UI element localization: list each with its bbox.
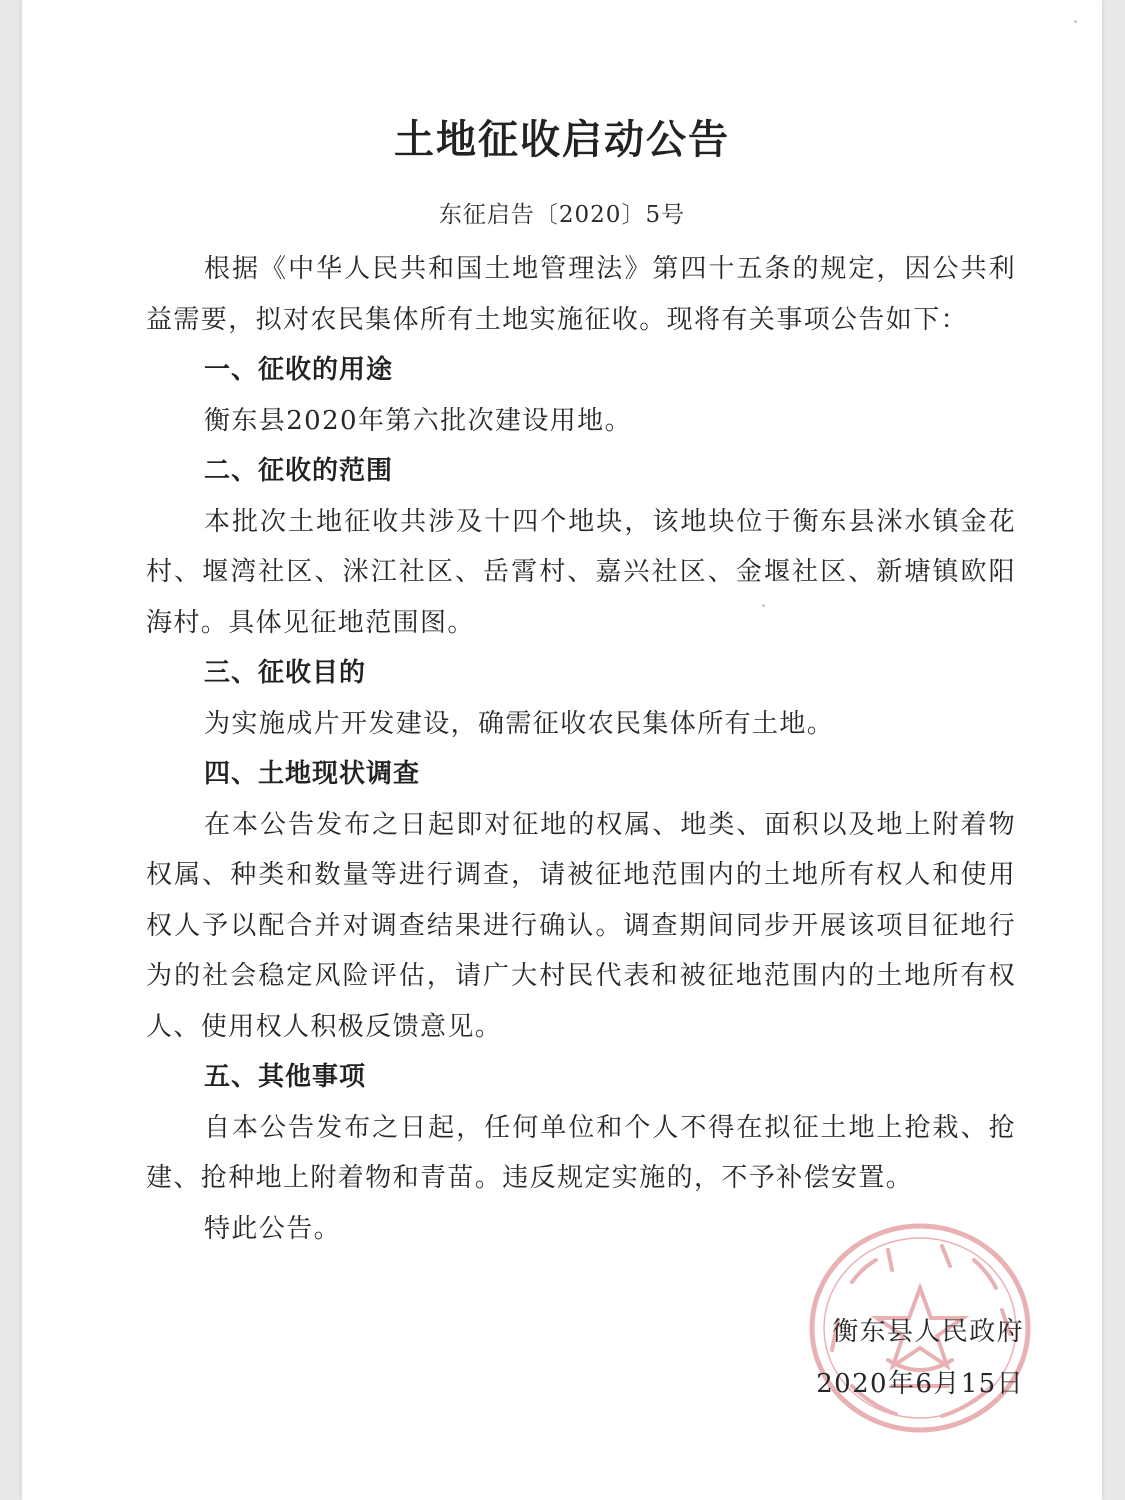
issue-date: 2020年6月15日 <box>816 1369 1024 1399</box>
scan-speck <box>762 604 765 607</box>
issuer-name: 衡东县人民政府 <box>832 1317 1024 1347</box>
closing-line: 特此公告。 <box>204 1213 342 1244</box>
section-heading-other: 五、其他事项 <box>204 1062 367 1092</box>
document-content <box>22 0 1102 1500</box>
document-body <box>146 244 1016 1254</box>
section-heading-objective: 三、征收目的 <box>204 658 367 688</box>
section-text-scope: 本批次土地征收共涉及十四个地块，该地块位于衡东县洣水镇金花村、堰湾社区、洣江社区、岳霄村、嘉兴社区、金堰社区、新塘镇欧阳海村。具体见征地范围图。 <box>146 506 1016 638</box>
document-page <box>22 0 1102 1500</box>
section-text-survey: 在本公告发布之日起即对征地的权属、地类、面积以及地上附着物权属、种类和数量等进行调查，请被征地范围内的土地所有权人和使用权人予以配合并对调查结果进行确认。调查期间同步开展该项目征地行为的社会稳定风险评估，请广大村民代表和被征地范围内的土地所有权人、使用权人积极反馈意见。 <box>146 809 1016 1042</box>
document-title: 土地征收启动公告 <box>394 117 730 163</box>
section-text-objective: 为实施成片开发建设，确需征收农民集体所有土地。 <box>204 708 835 739</box>
intro-paragraph: 根据《中华人民共和国土地管理法》第四十五条的规定，因公共利益需要，拟对农民集体所有土地实施征收。现将有关事项公告如下： <box>146 254 1016 335</box>
section-text-other: 自本公告发布之日起，任何单位和个人不得在拟征土地上抢栽、抢建、抢种地上附着物和青苗。违反规定实施的，不予补偿安置。 <box>146 1112 1016 1193</box>
section-heading-scope: 二、征收的范围 <box>204 456 394 486</box>
signature-block <box>816 1306 1024 1410</box>
section-heading-survey: 四、土地现状调查 <box>204 759 421 789</box>
scan-speck <box>1074 20 1077 23</box>
document-number: 东征启告〔2020〕5号 <box>438 202 686 228</box>
section-text-purpose: 衡东县2020年第六批次建设用地。 <box>204 405 632 436</box>
section-heading-purpose: 一、征收的用途 <box>204 355 394 385</box>
